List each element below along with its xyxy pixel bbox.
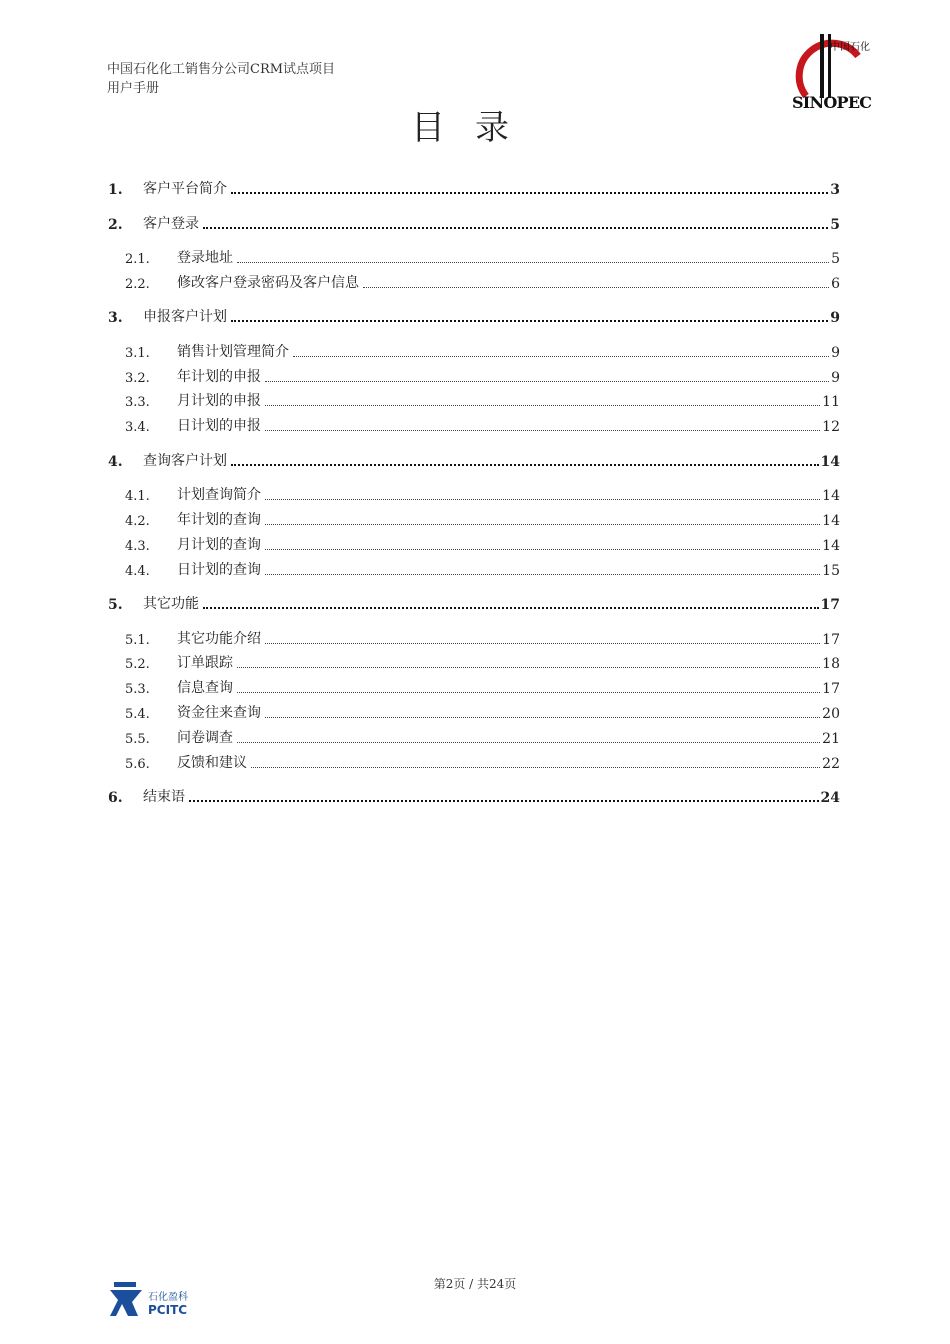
toc-entry-title: 销售计划管理简介	[177, 343, 289, 360]
toc-leader-dots	[237, 742, 820, 743]
toc-entry-page: 22	[822, 755, 840, 772]
toc-entry-page: 9	[831, 344, 840, 361]
pcitc-logo	[108, 1276, 200, 1318]
toc-entry-title: 客户登录	[143, 215, 199, 232]
toc-entry-number: 5.1.	[125, 632, 150, 648]
toc-entry-number: 2.1.	[125, 252, 150, 267]
toc-entry-title: 月计划的查询	[177, 536, 261, 553]
toc-leader-dots	[231, 464, 819, 466]
toc-leader-dots	[237, 692, 820, 693]
toc-entry-page: 14	[822, 488, 840, 505]
toc-entry-page: 18	[822, 656, 840, 673]
toc-entry-number: 5.4.	[125, 707, 150, 722]
toc-entry[interactable]	[108, 557, 840, 579]
toc-leader-dots	[265, 549, 820, 550]
toc-leader-dots	[265, 381, 829, 382]
toc-entry[interactable]	[108, 675, 840, 697]
toc-entry-title: 登录地址	[177, 250, 233, 266]
toc-entry-title: 查询客户计划	[143, 452, 227, 469]
toc-entry-title: 订单跟踪	[177, 655, 233, 672]
toc-entry-number: 4.4.	[125, 563, 150, 579]
toc-entry-number: 5.2.	[125, 657, 150, 673]
toc-entry-page: 11	[822, 394, 840, 411]
toc-entry-number: 4.	[108, 453, 123, 470]
toc-entry-title: 日计划的查询	[177, 561, 261, 578]
toc-entry[interactable]	[108, 176, 840, 198]
toc-leader-dots	[237, 667, 820, 668]
toc-leader-dots	[265, 405, 820, 406]
toc-entry[interactable]	[108, 304, 840, 326]
toc-entry-title: 其它功能	[143, 596, 199, 613]
toc-entry-page: 20	[822, 706, 840, 722]
toc-entry-page: 14	[822, 537, 840, 554]
toc-entry-title: 客户平台简介	[143, 181, 227, 197]
toc-leader-dots	[265, 643, 820, 644]
toc-entry[interactable]	[108, 626, 840, 648]
toc-entry-number: 5.	[108, 597, 123, 614]
toc-entry-page: 5	[830, 216, 840, 233]
logo-chinese-text: 中国石化	[830, 42, 870, 53]
toc-leader-dots	[265, 524, 820, 525]
toc-entry[interactable]	[108, 364, 840, 386]
toc-entry[interactable]	[108, 532, 840, 554]
page-title: 目录	[411, 108, 539, 148]
toc-leader-dots	[265, 430, 820, 431]
toc-entry[interactable]	[108, 591, 840, 613]
toc-entry[interactable]	[108, 245, 840, 267]
toc-entry-page: 14	[822, 513, 840, 529]
page-number: 第2页 / 共24页	[433, 1277, 517, 1291]
toc-leader-dots	[293, 356, 829, 357]
toc-entry-title: 信息查询	[177, 680, 233, 697]
toc-entry-title: 反馈和建议	[177, 754, 247, 771]
toc-entry[interactable]	[108, 413, 840, 435]
toc-entry-number: 3.2.	[125, 370, 150, 386]
toc-entry-title: 结束语	[143, 789, 185, 806]
toc-leader-dots	[265, 574, 820, 575]
toc-entry-number: 6.	[108, 790, 123, 807]
header-doc-type: 用户手册	[107, 81, 160, 96]
toc-entry-page: 17	[822, 631, 840, 648]
header-project-name: 中国石化化工销售分公司CRM试点项目	[107, 62, 336, 77]
toc-entry-number: 2.2.	[125, 276, 150, 292]
toc-entry-title: 计划查询简介	[177, 487, 261, 504]
toc-entry-number: 1.	[108, 182, 123, 198]
toc-entry[interactable]	[108, 270, 840, 292]
toc-entry-page: 6	[831, 275, 840, 292]
toc-entry[interactable]	[108, 339, 840, 361]
toc-leader-dots	[363, 287, 829, 288]
toc-entry-number: 5.5.	[125, 731, 150, 747]
toc-entry-page: 9	[830, 310, 840, 327]
toc-entry-number: 3.	[108, 310, 123, 327]
toc-entry-page: 12	[822, 419, 840, 436]
toc-entry-title: 资金往来查询	[177, 705, 261, 721]
toc-leader-dots	[265, 717, 820, 718]
toc-entry[interactable]	[108, 482, 840, 504]
toc-entry[interactable]	[108, 725, 840, 747]
running-header	[107, 60, 335, 98]
toc-leader-dots	[231, 192, 828, 194]
toc-leader-dots	[265, 499, 820, 500]
logo-cn-text: 石化盈科	[148, 1292, 188, 1303]
toc-entry-page: 15	[822, 562, 840, 579]
toc-entry[interactable]	[108, 650, 840, 672]
toc-entry-title: 月计划的申报	[177, 393, 261, 410]
toc-entry-number: 4.3.	[125, 538, 150, 554]
toc-entry[interactable]	[108, 784, 840, 806]
toc-entry-page: 9	[831, 369, 840, 386]
toc-leader-dots	[231, 320, 828, 322]
toc-entry-title: 修改客户登录密码及客户信息	[177, 274, 359, 291]
toc-entry[interactable]	[108, 507, 840, 529]
toc-entry[interactable]	[108, 388, 840, 410]
toc-entry-number: 4.1.	[125, 489, 150, 505]
logo-en-text: PCITC	[148, 1303, 188, 1317]
toc-leader-dots	[203, 607, 819, 609]
toc-entry[interactable]	[108, 211, 840, 233]
toc-leader-dots	[237, 262, 829, 263]
toc-entry-number: 5.3.	[125, 682, 150, 698]
toc-leader-dots	[251, 767, 820, 768]
toc-entry-title: 日计划的申报	[177, 418, 261, 435]
toc-entry[interactable]	[108, 448, 840, 470]
toc-leader-dots	[203, 227, 828, 229]
toc-entry-page: 3	[830, 182, 840, 198]
toc-entry-number: 3.4.	[125, 420, 150, 436]
toc-entry-page: 14	[820, 453, 840, 470]
toc-entry-number: 2.	[108, 216, 123, 233]
toc-entry[interactable]	[108, 750, 840, 772]
toc-entry-page: 17	[820, 597, 840, 614]
toc-entry-title: 年计划的申报	[177, 368, 261, 385]
toc-entry-number: 4.2.	[125, 514, 150, 529]
toc-entry-number: 3.1.	[125, 345, 150, 361]
toc-entry-number: 3.3.	[125, 395, 150, 411]
toc-entry-number: 5.6.	[125, 756, 150, 772]
toc-entry-title: 问卷调查	[177, 729, 233, 746]
toc-entry-title: 年计划的查询	[177, 512, 261, 528]
toc-leader-dots	[189, 800, 819, 802]
toc-entry[interactable]	[108, 700, 840, 722]
toc-entry-page: 24	[820, 790, 840, 807]
toc-entry-page: 5	[831, 251, 840, 267]
toc-entry-page: 17	[822, 681, 840, 698]
toc-entry-page: 21	[822, 730, 840, 747]
toc-entry-title: 其它功能介绍	[177, 630, 261, 647]
toc-entry-title: 申报客户计划	[143, 309, 227, 326]
logo-brand-text: SINOPEC	[792, 93, 872, 112]
